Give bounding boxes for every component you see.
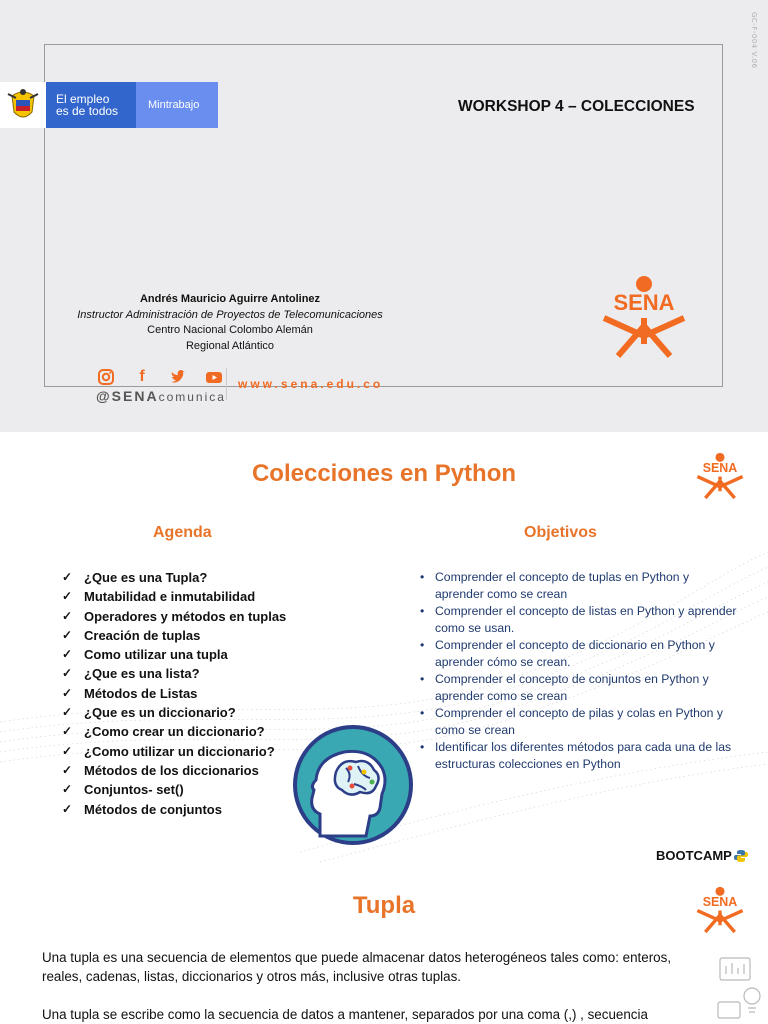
brain-head-icon [292, 724, 414, 846]
social-handle: @SENAcomunica [96, 388, 226, 404]
objectives-title: Objetivos [524, 524, 597, 541]
checkmark-icon: ✓ [62, 666, 73, 681]
slogan: El empleo es de todos [46, 82, 136, 128]
list-item: ✓ Mutabilidad e inmutabilidad [62, 587, 286, 606]
svg-text:SENA: SENA [702, 895, 738, 910]
agenda-list [62, 568, 286, 819]
twitter-icon[interactable] [168, 368, 188, 386]
checkmark-icon: ✓ [62, 801, 73, 816]
list-item: • Identificar los diferentes métodos para cada una de las estructuras colecciones en Python [418, 739, 738, 773]
list-item: ✓ ¿Como utilizar un diccionario? [62, 742, 286, 761]
author-center: Centro Nacional Colombo Alemán [147, 324, 313, 336]
author-region: Regional Atlántico [185, 339, 275, 352]
list-item: ✓ Métodos de conjuntos [62, 800, 286, 819]
list-item: • Comprender el concepto de conjuntos en Python y aprender como se crean [418, 671, 738, 705]
list-item: • Comprender el concepto de diccionario en Python y aprender cómo se crean. [418, 637, 738, 671]
list-item: ✓ ¿Que es un diccionario? [62, 703, 286, 722]
author-name: Andrés Mauricio Aguirre Antolinez [139, 293, 321, 305]
tuple-description [42, 948, 702, 1024]
author-block [60, 292, 400, 354]
website-link[interactable]: www.sena.edu.co [238, 377, 384, 391]
sketch-illustration-icon [712, 954, 768, 1024]
checkmark-icon: ✓ [62, 743, 73, 758]
checkmark-icon: ✓ [62, 685, 73, 700]
tuple-slide [0, 864, 768, 1024]
objectives-list [418, 569, 738, 773]
python-logo-icon [734, 849, 748, 863]
checkmark-icon: ✓ [62, 762, 73, 777]
svg-text:SENA: SENA [702, 461, 738, 476]
ministry-label: Mintrabajo [136, 82, 218, 128]
checkmark-icon: ✓ [62, 570, 73, 584]
agenda-title: Agenda [153, 524, 212, 541]
collections-slide [0, 432, 768, 864]
list-item: ✓ Métodos de los diccionarios [62, 761, 286, 780]
coat-of-arms-icon [0, 82, 46, 128]
slide-title: Colecciones en Python [251, 460, 517, 487]
sena-logo-icon [694, 884, 746, 936]
author-role: Instructor Administración de Proyectos de Telecomunicaciones [77, 308, 383, 321]
instagram-icon[interactable] [96, 368, 116, 386]
youtube-icon[interactable] [204, 368, 224, 386]
checkmark-icon: ✓ [62, 627, 73, 642]
checkmark-icon: ✓ [62, 705, 73, 720]
checkmark-icon: ✓ [62, 608, 73, 623]
list-item: ✓ Creación de tuplas [62, 626, 286, 645]
checkmark-icon: ✓ [62, 647, 73, 662]
footer-divider [226, 368, 227, 400]
svg-text:SENA: SENA [613, 290, 675, 315]
checkmark-icon: ✓ [62, 724, 73, 739]
list-item: ✓ ¿Que es una lista? [62, 664, 286, 683]
document-code: GC-F-004 V.06 [750, 12, 758, 69]
list-item: ✓ Como utilizar una tupla [62, 645, 286, 664]
bootcamp-label: BOOTCAMP [656, 848, 748, 863]
sena-logo-icon [694, 450, 746, 502]
list-item: ✓ Operadores y métodos en tuplas [62, 607, 286, 626]
list-item: • Comprender el concepto de tuplas en Python y aprender como se crean [418, 569, 738, 603]
list-item: ✓ Conjuntos- set() [62, 780, 286, 799]
social-icons [96, 368, 224, 386]
paragraph: Una tupla se escribe como la secuencia de datos a mantener, separados por una coma (,) , secuencia [42, 1007, 648, 1022]
facebook-icon[interactable]: f [139, 368, 145, 385]
list-item: ✓ ¿Como crear un diccionario? [62, 722, 286, 741]
list-item: ✓ Métodos de Listas [62, 684, 286, 703]
workshop-title: WORKSHOP 4 – COLECCIONES [458, 98, 695, 115]
sena-logo-icon [598, 274, 690, 360]
checkmark-icon: ✓ [62, 782, 73, 797]
checkmark-icon: ✓ [62, 589, 73, 604]
list-item: • Comprender el concepto de pilas y colas en Python y como se crean [418, 705, 738, 739]
slide-title: Tupla [352, 892, 416, 919]
list-item: ✓ ¿Que es una Tupla? [62, 568, 286, 587]
list-item: • Comprender el concepto de listas en Python y aprender como se usan. [418, 603, 738, 637]
government-banner [0, 82, 218, 128]
paragraph: Una tupla es una secuencia de elementos que puede almacenar datos heterogéneos tales como: enteros, reales, cadenas, listas, diccionarios y otros más, inclusive otras tuplas. [42, 950, 672, 984]
title-slide [0, 0, 768, 432]
